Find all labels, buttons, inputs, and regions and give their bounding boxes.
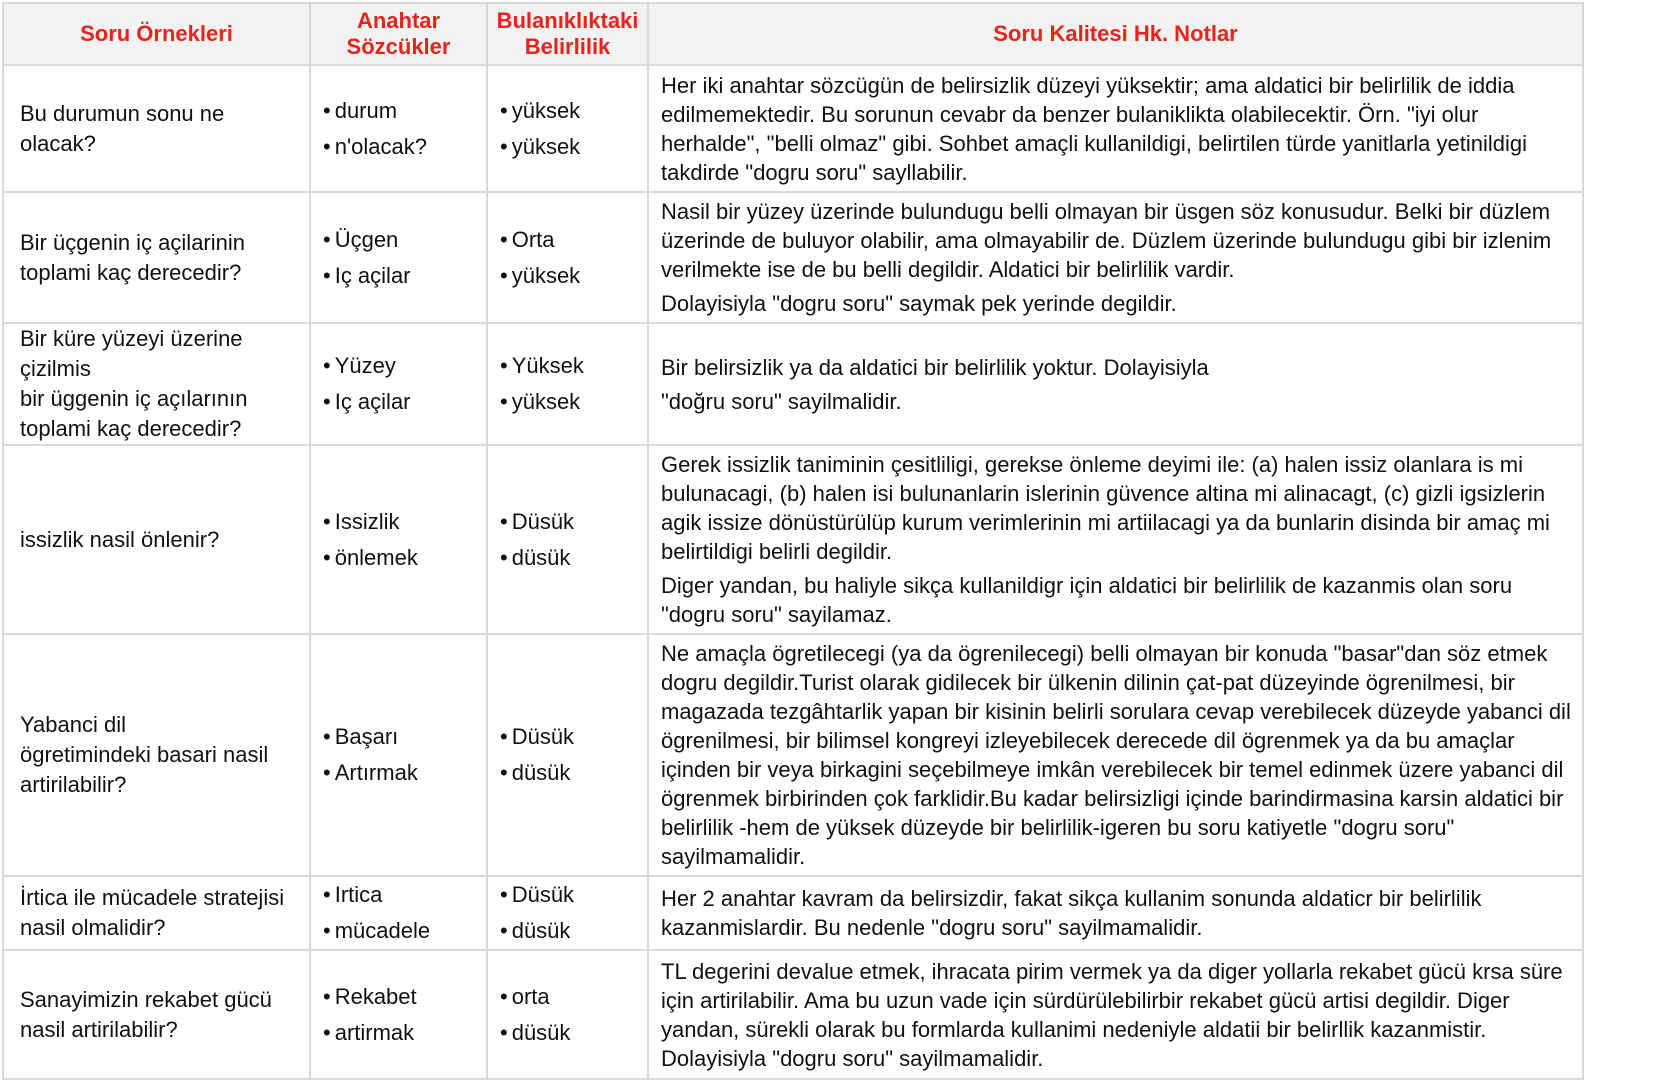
level-item: • Orta bbox=[500, 222, 647, 258]
question-text: Bir üçgenin iç açilarinin bbox=[20, 229, 245, 255]
header-anahtar-sozcukler: Anahtar Sözcükler bbox=[310, 3, 487, 65]
question-text: artirilabilir? bbox=[20, 772, 127, 797]
keywords-cell bbox=[310, 634, 487, 876]
level-item: • orta bbox=[500, 979, 647, 1015]
level-item: • Düsük bbox=[500, 877, 647, 913]
question-text: nasil artirilabilir? bbox=[20, 1016, 178, 1042]
levels-cell bbox=[487, 445, 648, 634]
level-item: • yüksek bbox=[500, 258, 647, 294]
keyword-item: • önlemek bbox=[323, 540, 486, 576]
header-soru-ornekleri: Soru Örnekleri bbox=[3, 3, 310, 65]
question-text: bir üggenin iç açılarının bbox=[20, 386, 248, 411]
keyword-item: • Issizlik bbox=[323, 504, 486, 540]
question-text: İrtica ile mücadele stratejisi bbox=[20, 885, 285, 910]
level-item: • yüksek bbox=[500, 93, 647, 129]
note-paragraph: Nasil bir yüzey üzerinde bulundugu belli olmayan bir üsgen söz konusudur. Belki bir düzlem üzerinde de buluyor olabilir, ama olmayabilir de. Düzlem üzerinde bulundugu gibi bir izlenim verilmekte ise de bu belli degildir. Aldatici bir belirlilik vardir. bbox=[661, 199, 1552, 282]
keyword-item: • Yüzey bbox=[323, 348, 486, 384]
keywords-cell bbox=[310, 65, 487, 192]
question-cell bbox=[3, 876, 310, 950]
notes-cell bbox=[648, 323, 1583, 445]
question-text: toplami kaç derecedir? bbox=[20, 416, 242, 441]
keywords-cell bbox=[310, 950, 487, 1079]
notes-cell bbox=[648, 65, 1583, 192]
notes-cell bbox=[648, 445, 1583, 634]
table-row bbox=[3, 634, 1583, 876]
question-cell bbox=[3, 445, 310, 634]
header-row bbox=[3, 3, 1583, 65]
note-paragraph: Gerek issizlik taniminin çesitliligi, gerekse önleme deyimi ile: (a) halen issiz olanlara is mi bulunacagi, (b) halen isi bulunanlarin islerinin güvence altina mi alinacagt, (c) gizli igsizlerin agik issize dönüstürülüp kurum verimlerinin mi artiilacagi ya da bunlarin disinda bir amaç mi belirtildigi belirli degildir. bbox=[661, 452, 1550, 564]
notes-cell bbox=[648, 876, 1583, 950]
level-item: • düsük bbox=[500, 1015, 647, 1051]
level-item: • düsük bbox=[500, 755, 647, 791]
levels-cell bbox=[487, 192, 648, 323]
question-cell bbox=[3, 634, 310, 876]
note-paragraph: Her 2 anahtar kavram da belirsizdir, fakat sikça kullanim sonunda aldaticr bir belirlilik kazanmislardir. Bu nedenle "dogru soru" sayilmamalidir. bbox=[661, 886, 1482, 940]
header-soru-kalitesi-notlar: Soru Kalitesi Hk. Notlar bbox=[648, 3, 1583, 65]
keywords-cell bbox=[310, 445, 487, 634]
level-item: • düsük bbox=[500, 913, 647, 949]
question-text: Bir küre yüzeyi üzerine çizilmis bbox=[20, 326, 243, 381]
level-item: • Düsük bbox=[500, 504, 647, 540]
table-row bbox=[3, 192, 1583, 323]
levels-cell bbox=[487, 950, 648, 1079]
level-item: • yüksek bbox=[500, 129, 647, 165]
question-text: issizlik nasil önlenir? bbox=[20, 526, 220, 552]
level-item: • yüksek bbox=[500, 384, 647, 420]
note-paragraph: Diger yandan, bu haliyle sikça kullanildigr için aldatici bir belirlilik de kazanmis olan soru "dogru soru" sayilamaz. bbox=[661, 573, 1513, 627]
questions-table bbox=[2, 2, 1584, 1080]
question-cell bbox=[3, 65, 310, 192]
table-row bbox=[3, 950, 1583, 1079]
keywords-cell bbox=[310, 323, 487, 445]
keyword-item: • Iç açilar bbox=[323, 258, 486, 294]
question-text: toplami kaç derecedir? bbox=[20, 259, 242, 285]
keywords-cell bbox=[310, 192, 487, 323]
question-text: Yabanci dil bbox=[20, 712, 126, 737]
question-cell bbox=[3, 950, 310, 1079]
keyword-item: • Üçgen bbox=[323, 222, 486, 258]
levels-cell bbox=[487, 65, 648, 192]
question-text: nasil olmalidir? bbox=[20, 915, 166, 940]
table-row bbox=[3, 876, 1583, 950]
question-cell bbox=[3, 323, 310, 445]
note-paragraph: Dolayisiyla "dogru soru" saymak pek yerinde degildir. bbox=[661, 291, 1177, 316]
keyword-item: • durum bbox=[323, 93, 486, 129]
keyword-item: • Rekabet bbox=[323, 979, 486, 1015]
levels-cell bbox=[487, 323, 648, 445]
keyword-item: • Irtica bbox=[323, 877, 486, 913]
table-row bbox=[3, 323, 1583, 445]
note-paragraph: Bir belirsizlik ya da aldatici bir belirlilik yoktur. Dolayisiyla bbox=[661, 354, 1209, 380]
table-row bbox=[3, 445, 1583, 634]
keyword-item: • artirmak bbox=[323, 1015, 486, 1051]
levels-cell bbox=[487, 876, 648, 950]
keywords-cell bbox=[310, 876, 487, 950]
keyword-item: • Iç açilar bbox=[323, 384, 486, 420]
header-bulaniklik-belirlilik: Bulanıklıktaki Belirlilik bbox=[487, 3, 648, 65]
notes-cell bbox=[648, 950, 1583, 1079]
table-row bbox=[3, 65, 1583, 192]
keyword-item: • n'olacak? bbox=[323, 129, 486, 165]
note-paragraph: TL degerini devalue etmek, ihracata pirim vermek ya da diger yollarla rekabet gücü krsa süre için artirilabilir. Ama bu uzun vade için sürdürülebilirbir rekabet gücü artisi degildir. Diger yandan, sürekli olarak bu formlarda kullanimi nedeniyle aldatii bir belirllik kazanmistir. Dolayisiyla "dogru soru" sayilmamalidir. bbox=[661, 958, 1563, 1071]
question-text: Sanayimizin rekabet gücü bbox=[20, 986, 272, 1012]
level-item: • düsük bbox=[500, 540, 647, 576]
level-item: • Yüksek bbox=[500, 348, 647, 384]
notes-cell bbox=[648, 634, 1583, 876]
notes-cell bbox=[648, 192, 1583, 323]
levels-cell bbox=[487, 634, 648, 876]
question-cell bbox=[3, 192, 310, 323]
keyword-item: • Artırmak bbox=[323, 755, 486, 791]
question-text: ögretimindeki basari nasil bbox=[20, 742, 269, 767]
note-paragraph: Her iki anahtar sözcügün de belirsizlik düzeyi yüksektir; ama aldatici bir belirlilik de iddia edilmemektedir. Bu sorunun cevabr da benzer bulaniklikta olabilecektir. Örn. "iyi olur herhalde", "belli olmaz" gibi. Sohbet amaçli kullanildigi, belirtilen türde yanitlarla yetinildigi takdirde "dogru soru" sayllabilir. bbox=[661, 72, 1527, 185]
level-item: • Düsük bbox=[500, 719, 647, 755]
keyword-item: • Başarı bbox=[323, 719, 486, 755]
keyword-item: • mücadele bbox=[323, 913, 486, 949]
note-paragraph: "doğru soru" sayilmalidir. bbox=[661, 388, 902, 414]
question-text: Bu durumun sonu ne olacak? bbox=[20, 100, 225, 156]
note-paragraph: Ne amaçla ögretilecegi (ya da ögrenilecegi) belli olmayan bir konuda "basar"dan söz etmek dogru degildir.Turist olarak gidilecek bir ülkenin dilinin çat-pat düzeyinde ögrenilmesi, bir magazada tezgâhtarlik yapan bir kisinin belirli sorulara cevap verebilecek düzeyde yabanci dil ögrenilmesi, bir bilimsel kongreyi izleyebilecek derecede dil ögrenmek ya da bu amaçlar içinden bir veya birkagini seçebilmeye imkân verebilecek bir temel edinmek üzere yabanci dil ögrenmek birbirinden çok farklidir.Bu kadar belirsizligi içinde barindirmasina karsin aldatici bir belirlilik -hem de yüksek düzeyde bir belirlilik-igeren bu soru katiyetle "dogru soru" sayilmamalidir. bbox=[661, 641, 1571, 869]
